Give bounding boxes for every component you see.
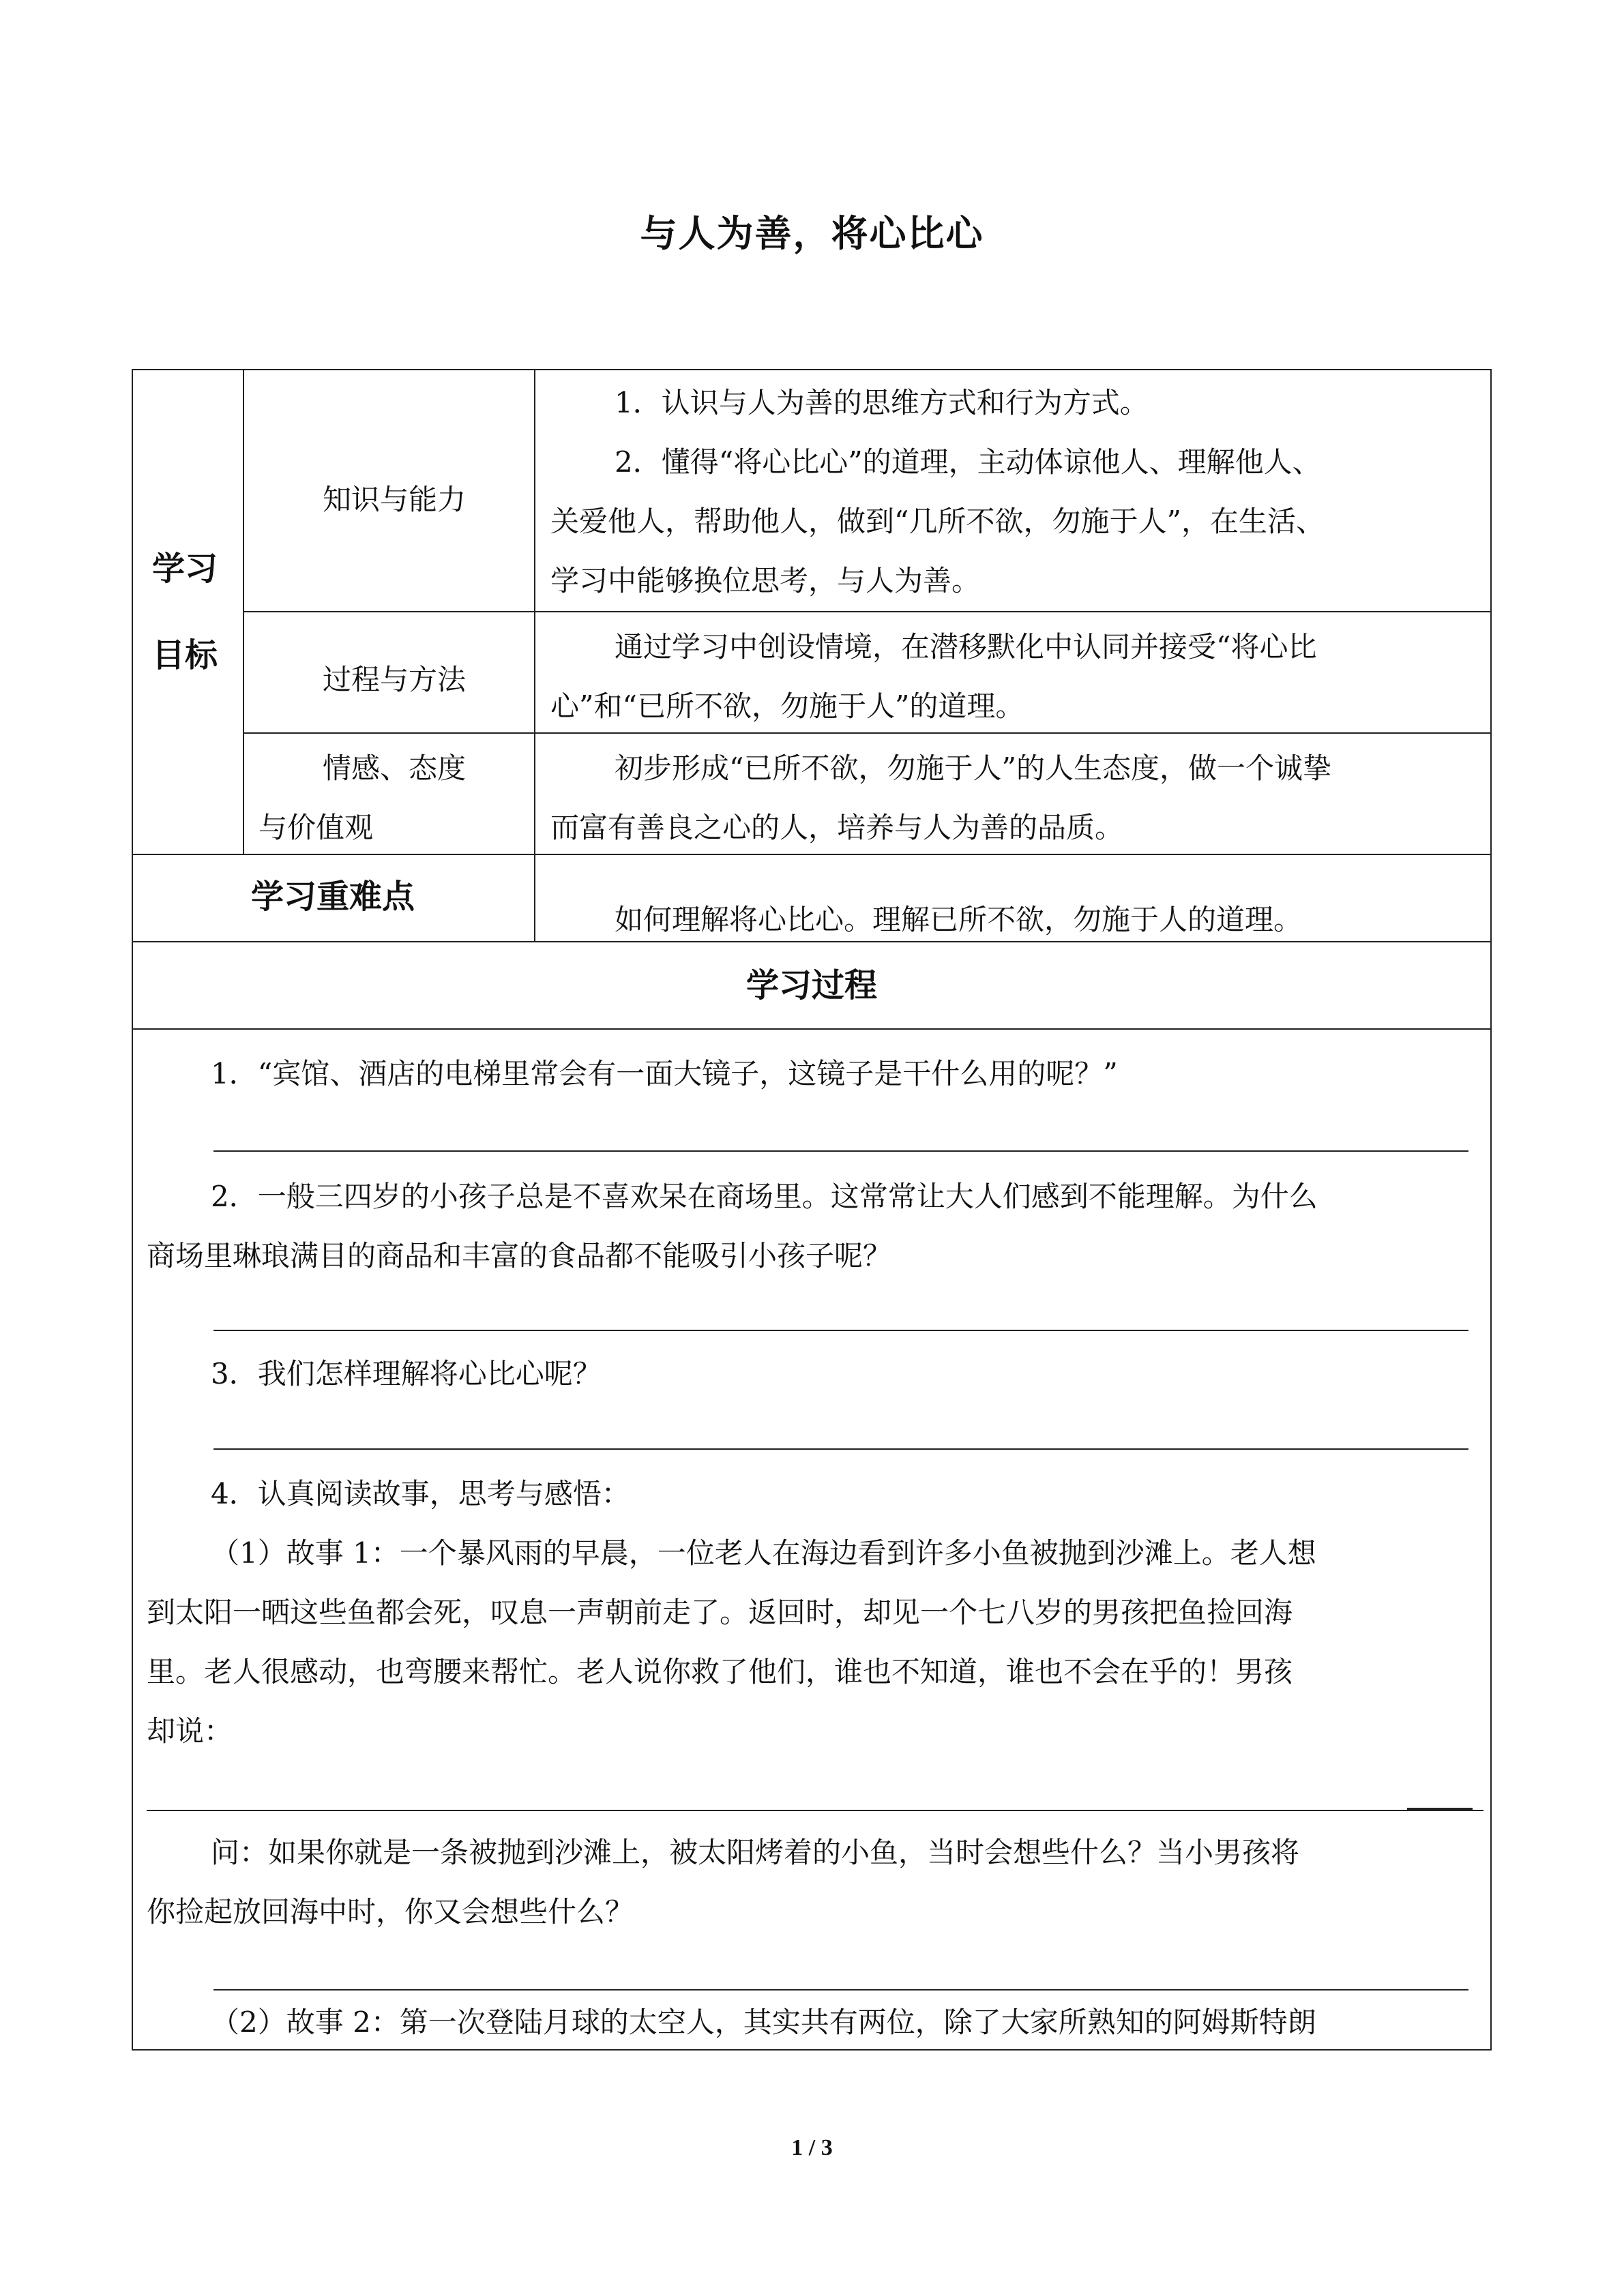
knowledge-line-1: 1．认识与人为善的思维方式和行为方式。 [615, 386, 1149, 419]
process-label: 过程与方法 [323, 663, 467, 696]
answer-line-5 [213, 1989, 1468, 1991]
col-divider-2 [534, 369, 535, 942]
emotion-line-2: 而富有善良之心的人，培养与人为善的品质。 [550, 811, 1124, 844]
process-line-2: 心”和“已所不欲，勿施于人”的道理。 [550, 689, 1024, 723]
question-2-line-2: 商场里琳琅满目的商品和丰富的食品都不能吸引小孩子呢？ [147, 1239, 892, 1272]
row-divider-knowledge [243, 611, 1492, 612]
question-2-line-1: 2．一般三四岁的小孩子总是不喜欢呆在商场里。这常常让大人们感到不能理解。为什么 [211, 1180, 1318, 1213]
knowledge-line-3: 关爱他人，帮助他人，做到“几所不欲，勿施于人”，在生活、 [550, 505, 1325, 538]
row-divider-keypoints [132, 941, 1492, 942]
emotion-line-1: 初步形成“已所不欲，勿施于人”的人生态度，做一个诚挚 [615, 751, 1331, 785]
story-2-line-1: （2）故事 2：第一次登陆月球的太空人，其实共有两位，除了大家所熟知的阿姆斯特朗 [211, 2006, 1316, 2039]
answer-line-3 [213, 1448, 1468, 1450]
answer-line-4 [147, 1810, 1483, 1811]
keypoints-text: 如何理解将心比心。理解已所不欲，勿施于人的道理。 [615, 903, 1303, 936]
goals-label-line2: 目标 [152, 636, 218, 674]
story-1-line-1: （1）故事 1：一个暴风雨的早晨，一位老人在海边看到许多小鱼被抛到沙滩上。老人想 [211, 1536, 1316, 1570]
story-1-line-4: 却说： [147, 1714, 233, 1748]
page-title: 与人为善，将心比心 [640, 212, 984, 255]
process-heading: 学习过程 [745, 966, 877, 1004]
goals-label-line1: 学习 [152, 550, 218, 588]
question-3: 3．我们怎样理解将心比心呢？ [211, 1357, 602, 1390]
knowledge-line-2: 2．懂得“将心比心”的道理，主动体谅他人、理解他人、 [615, 445, 1321, 479]
keypoints-label: 学习重难点 [250, 878, 415, 916]
question-4: 4．认真阅读故事，思考与感悟： [211, 1477, 630, 1510]
question-1: 1．“宾馆、酒店的电梯里常会有一面大镜子，这镜子是干什么用的呢？” [211, 1057, 1118, 1090]
table-border-top [132, 369, 1492, 370]
table-border-left [132, 369, 133, 2051]
table-border-right [1490, 369, 1492, 2051]
ask-line-2: 你捡起放回海中时，你又会想些什么？ [147, 1895, 634, 1928]
knowledge-label: 知识与能力 [323, 483, 467, 516]
page-number: 1 / 3 [791, 2135, 833, 2160]
study-plan-table [132, 369, 1492, 2051]
row-divider-heading [132, 1028, 1492, 1030]
answer-line-1 [213, 1150, 1468, 1152]
ask-line-1: 问：如果你就是一条被抛到沙滩上，被太阳烤着的小鱼，当时会想些什么？当小男孩将 [211, 1836, 1300, 1869]
answer-line-4-tail [1407, 1808, 1473, 1810]
process-line-1: 通过学习中创设情境，在潜移默化中认同并接受“将心比 [615, 630, 1317, 664]
story-1-line-3: 里。老人很感动，也弯腰来帮忙。老人说你救了他们，谁也不知道，谁也不会在乎的！男孩 [147, 1655, 1293, 1688]
answer-line-2 [213, 1330, 1468, 1331]
knowledge-line-4: 学习中能够换位思考，与人为善。 [550, 564, 981, 597]
story-1-line-2: 到太阳一晒这些鱼都会死，叹息一声朝前走了。返回时，却见一个七八岁的男孩把鱼捡回海 [147, 1596, 1293, 1629]
emotion-label-line2: 与价值观 [259, 811, 374, 844]
emotion-label-line1: 情感、态度 [323, 751, 467, 785]
